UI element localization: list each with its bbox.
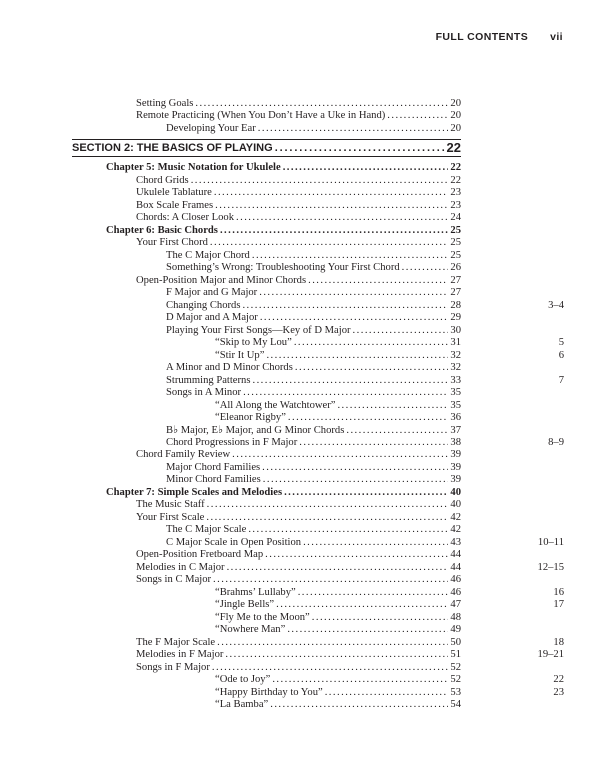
dot-leader	[276, 598, 448, 611]
toc-entry[interactable]	[166, 536, 461, 549]
toc-entry-page: 35	[450, 399, 461, 411]
toc-entry-title: Songs in F Major	[136, 661, 210, 673]
toc-entry[interactable]	[166, 374, 461, 387]
toc-entry-title: Changing Chords	[166, 299, 241, 311]
dot-leader	[308, 274, 448, 287]
toc-entry-title: Your First Chord	[136, 237, 208, 249]
toc-entry[interactable]	[136, 186, 461, 199]
toc-entry-page: 32	[450, 362, 461, 374]
dot-leader	[258, 122, 449, 135]
toc-entry[interactable]	[215, 349, 461, 362]
toc-entry-page: 37	[450, 424, 461, 436]
audio-track-number: 22	[553, 674, 564, 686]
toc-entry-page: 53	[450, 686, 461, 698]
toc-entry-title: Melodies in C Major	[136, 561, 225, 573]
toc-entry[interactable]	[136, 236, 461, 249]
toc-entry[interactable]	[166, 361, 461, 374]
audio-track-number: 7	[558, 374, 564, 386]
toc-entry-page: 50	[450, 636, 461, 648]
audio-track-number: 17	[553, 599, 564, 611]
toc-entry-page: 22	[450, 174, 461, 186]
toc-entry-page: 43	[450, 536, 461, 548]
toc-entry-page: 44	[450, 549, 461, 561]
toc-entry[interactable]	[166, 523, 461, 536]
dot-leader	[214, 186, 449, 199]
toc-entry-title: The Music Staff	[136, 499, 205, 511]
toc-entry-title: Box Scale Frames	[136, 199, 214, 211]
toc-entry-title: Minor Chord Families	[166, 474, 261, 486]
toc-entry-title: “All Along the Watchtower”	[215, 399, 336, 411]
section-rule	[72, 156, 461, 157]
dot-leader	[312, 611, 449, 624]
toc-entry-title: “Brahms’ Lullaby”	[215, 586, 296, 598]
dot-leader	[242, 299, 448, 312]
toc-entry[interactable]	[166, 461, 461, 474]
audio-track-number: 19–21	[537, 649, 564, 661]
toc-entry[interactable]	[215, 698, 461, 711]
dot-leader	[325, 686, 449, 699]
dot-leader	[266, 349, 448, 362]
toc-entry[interactable]	[166, 324, 461, 337]
running-header-title: FULL CONTENTS	[435, 31, 529, 43]
toc-entry-title: Chapter 5: Music Notation for Ukulele	[106, 162, 281, 174]
toc-entry[interactable]	[136, 561, 461, 574]
dot-leader	[213, 573, 448, 586]
toc-entry-page: 46	[450, 586, 461, 598]
toc-entry[interactable]	[136, 636, 461, 649]
toc-entry-title: Playing Your First Songs—Key of D Major	[166, 324, 351, 336]
toc-entry-page: 46	[450, 574, 461, 586]
toc-entry-page: 27	[450, 287, 461, 299]
toc-entry-title: Open-Position Fretboard Map	[136, 549, 264, 561]
toc-entry-page: 20	[450, 122, 461, 134]
toc-chapter[interactable]	[106, 486, 461, 499]
dot-leader	[272, 673, 448, 686]
running-header	[436, 31, 563, 43]
toc-entry-title: Songs in C Major	[136, 574, 212, 586]
toc-entry-page: 23	[450, 199, 461, 211]
toc-entry[interactable]	[166, 311, 461, 324]
dot-leader	[299, 436, 448, 449]
dot-leader	[262, 461, 448, 474]
toc-entry-title: C Major Scale in Open Position	[166, 536, 302, 548]
dot-leader	[252, 249, 449, 262]
toc-entry[interactable]	[166, 286, 461, 299]
toc-entry-page: 35	[450, 387, 461, 399]
dot-leader	[263, 473, 449, 486]
toc-entry-title: Chapter 7: Simple Scales and Melodies	[106, 486, 283, 498]
audio-track-number: 5	[558, 337, 564, 349]
toc-entry-title: “Stir It Up”	[215, 349, 265, 361]
dot-leader	[207, 498, 449, 511]
toc-chapter[interactable]	[106, 161, 461, 174]
toc-entry-page: 30	[450, 324, 461, 336]
dot-leader	[287, 623, 448, 636]
toc-entry-title: Open-Position Major and Minor Chords	[136, 274, 307, 286]
toc-entry-title: Strumming Patterns	[166, 374, 251, 386]
audio-track-number: 12–15	[537, 561, 564, 573]
dot-leader	[215, 199, 448, 212]
toc-entry-title: Melodies in F Major	[136, 649, 224, 661]
dot-leader	[217, 636, 448, 649]
toc-entry-title: Your First Scale	[136, 511, 205, 523]
toc-entry-page: 51	[450, 649, 461, 661]
toc-entry-title: “Ode to Joy”	[215, 674, 271, 686]
dot-leader	[206, 511, 448, 524]
dot-leader	[248, 523, 448, 536]
toc-entry-title: “Eleanor Rigby”	[215, 412, 286, 424]
toc-entry-page: 25	[450, 237, 461, 249]
toc-entry-page: 29	[450, 312, 461, 324]
toc-entry-title: “Jingle Bells”	[215, 599, 275, 611]
toc-entry[interactable]	[166, 386, 461, 399]
toc-entry-page: 48	[450, 611, 461, 623]
toc-entry-title: Major Chord Families	[166, 461, 261, 473]
dot-leader	[260, 311, 449, 324]
dot-leader	[210, 236, 448, 249]
toc-entry-title: Ukulele Tablature	[136, 187, 212, 199]
audio-track-number: 3–4	[548, 299, 564, 311]
toc-entry-title: B♭ Major, E♭ Major, and G Minor Chords	[166, 424, 345, 436]
toc-entry[interactable]	[136, 448, 461, 461]
dot-leader	[294, 336, 449, 349]
dot-leader	[236, 211, 448, 224]
dot-leader	[303, 536, 448, 549]
dot-leader	[337, 399, 448, 412]
toc-entry-page: 42	[450, 511, 461, 523]
toc-entry-page: 23	[450, 187, 461, 199]
toc-entry-page: 47	[450, 599, 461, 611]
toc-entry[interactable]	[136, 199, 461, 212]
toc-entry[interactable]	[166, 436, 461, 449]
dot-leader	[227, 561, 449, 574]
toc-entry-title: “La Bamba”	[215, 699, 269, 711]
toc-entry-title: Chapter 6: Basic Chords	[106, 224, 218, 236]
toc-entry[interactable]	[136, 211, 461, 224]
audio-track-number: 23	[553, 686, 564, 698]
toc-entry-title: The C Major Chord	[166, 249, 250, 261]
audio-track-number: 16	[553, 586, 564, 598]
toc-entry[interactable]	[136, 97, 461, 110]
toc-entry-page: 28	[450, 299, 461, 311]
toc-entry-title: A Minor and D Minor Chords	[166, 362, 293, 374]
page-number: vii	[550, 31, 563, 43]
dot-leader	[195, 97, 448, 110]
toc-entry[interactable]	[215, 673, 461, 686]
toc-entry-title: Chord Progressions in F Major	[166, 437, 298, 448]
toc-entry-title: SECTION 2: THE BASICS OF PLAYING	[72, 142, 273, 155]
toc-entry-page: 44	[450, 561, 461, 573]
toc-entry-page: 33	[450, 374, 461, 386]
toc-entry[interactable]	[215, 623, 461, 636]
toc-entry-title: Setting Goals	[136, 98, 194, 109]
toc-entry-page: 20	[450, 98, 461, 109]
dot-leader	[265, 548, 448, 561]
toc-entry-page: 25	[450, 249, 461, 261]
dot-leader	[387, 109, 448, 122]
toc-entry-page: 39	[450, 461, 461, 473]
toc-entry-title: “Skip to My Lou”	[215, 337, 292, 349]
toc-entry[interactable]	[136, 174, 461, 187]
toc-entry[interactable]	[215, 336, 461, 349]
dot-leader	[402, 261, 449, 274]
toc-entry-page: 39	[450, 449, 461, 461]
toc-entry[interactable]	[215, 586, 461, 599]
dot-leader	[284, 486, 448, 499]
dot-leader	[259, 286, 448, 299]
dot-leader	[243, 386, 448, 399]
toc-entry-page: 25	[450, 224, 461, 236]
toc-entry-page: 22	[450, 162, 461, 174]
dot-leader	[191, 174, 449, 187]
toc-section[interactable]	[72, 140, 461, 156]
toc-entry-title: Songs in A Minor	[166, 387, 242, 399]
toc-entry[interactable]	[136, 109, 461, 122]
toc-entry[interactable]	[136, 511, 461, 524]
toc-entry-page: 32	[450, 349, 461, 361]
toc-entry-title: Chords: A Closer Look	[136, 212, 234, 224]
toc-entry[interactable]	[215, 598, 461, 611]
toc-entry[interactable]	[215, 686, 461, 699]
toc-entry-page: 52	[450, 674, 461, 686]
dot-leader	[232, 448, 448, 461]
toc-entry-page: 40	[450, 499, 461, 511]
toc-entry-page: 42	[450, 524, 461, 536]
toc-entry[interactable]	[136, 274, 461, 287]
toc-entry-title: The F Major Scale	[136, 636, 216, 648]
audio-track-number: 6	[558, 349, 564, 361]
toc-entry-title: Something’s Wrong: Troubleshooting Your First Chord	[166, 262, 400, 274]
toc-entry[interactable]	[136, 498, 461, 511]
toc-entry-title: “Nowhere Man”	[215, 624, 286, 636]
toc-entry-title: Remote Practicing (When You Don’t Have a Uke in Hand)	[136, 110, 386, 122]
toc-entry-page: 26	[450, 262, 461, 274]
dot-leader	[346, 424, 448, 437]
dot-leader	[225, 648, 448, 661]
section-rule	[72, 139, 461, 140]
toc-entry-title: D Major and A Major	[166, 312, 258, 324]
toc-entry-page: 52	[450, 661, 461, 673]
toc-entry[interactable]	[166, 261, 461, 274]
toc-entry[interactable]	[136, 661, 461, 674]
dot-leader	[212, 661, 449, 674]
toc-entry-title: Developing Your Ear	[166, 122, 256, 134]
toc-entry-page: 20	[450, 110, 461, 122]
toc-entry-page: 38	[450, 437, 461, 448]
toc-entry-title: F Major and G Major	[166, 287, 258, 299]
toc-entry-page: 27	[450, 274, 461, 286]
dot-leader	[270, 698, 448, 711]
toc-entry-page: 40	[450, 486, 461, 498]
toc-entry[interactable]	[136, 648, 461, 661]
toc-entry-page: 54	[450, 699, 461, 711]
dot-leader	[275, 140, 445, 156]
toc-entry[interactable]	[136, 573, 461, 586]
dot-leader	[288, 411, 449, 424]
toc-entry[interactable]	[166, 473, 461, 486]
toc-entry-page: 39	[450, 474, 461, 486]
dot-leader	[283, 161, 449, 174]
toc-entry-title: The C Major Scale	[166, 524, 247, 536]
toc-entry-page: 49	[450, 624, 461, 636]
toc-entry[interactable]	[215, 611, 461, 624]
toc-entry[interactable]	[166, 249, 461, 262]
audio-track-number: 18	[553, 636, 564, 648]
toc-chapter[interactable]	[106, 224, 461, 237]
dot-leader	[295, 361, 449, 374]
toc-entry-page: 24	[450, 212, 461, 224]
toc-entry[interactable]	[166, 299, 461, 312]
audio-track-number: 8–9	[548, 437, 564, 448]
toc-entry-page: 36	[450, 412, 461, 424]
toc-entry[interactable]	[136, 548, 461, 561]
toc-entry-title: Chord Grids	[136, 174, 189, 186]
toc-entry-page: 31	[450, 337, 461, 349]
toc-entry-title: Chord Family Review	[136, 449, 231, 461]
toc-entry[interactable]	[215, 399, 461, 412]
toc-entry-page: 22	[446, 140, 461, 156]
toc-entry[interactable]	[166, 424, 461, 437]
dot-leader	[220, 224, 448, 237]
dot-leader	[298, 586, 449, 599]
toc-entry[interactable]	[215, 411, 461, 424]
toc-entry[interactable]	[166, 122, 461, 135]
toc-entry-title: “Happy Birthday to You”	[215, 686, 323, 698]
audio-track-number: 10–11	[537, 536, 564, 548]
toc-entry-title: “Fly Me to the Moon”	[215, 611, 310, 623]
dot-leader	[252, 374, 448, 387]
dot-leader	[353, 324, 449, 337]
